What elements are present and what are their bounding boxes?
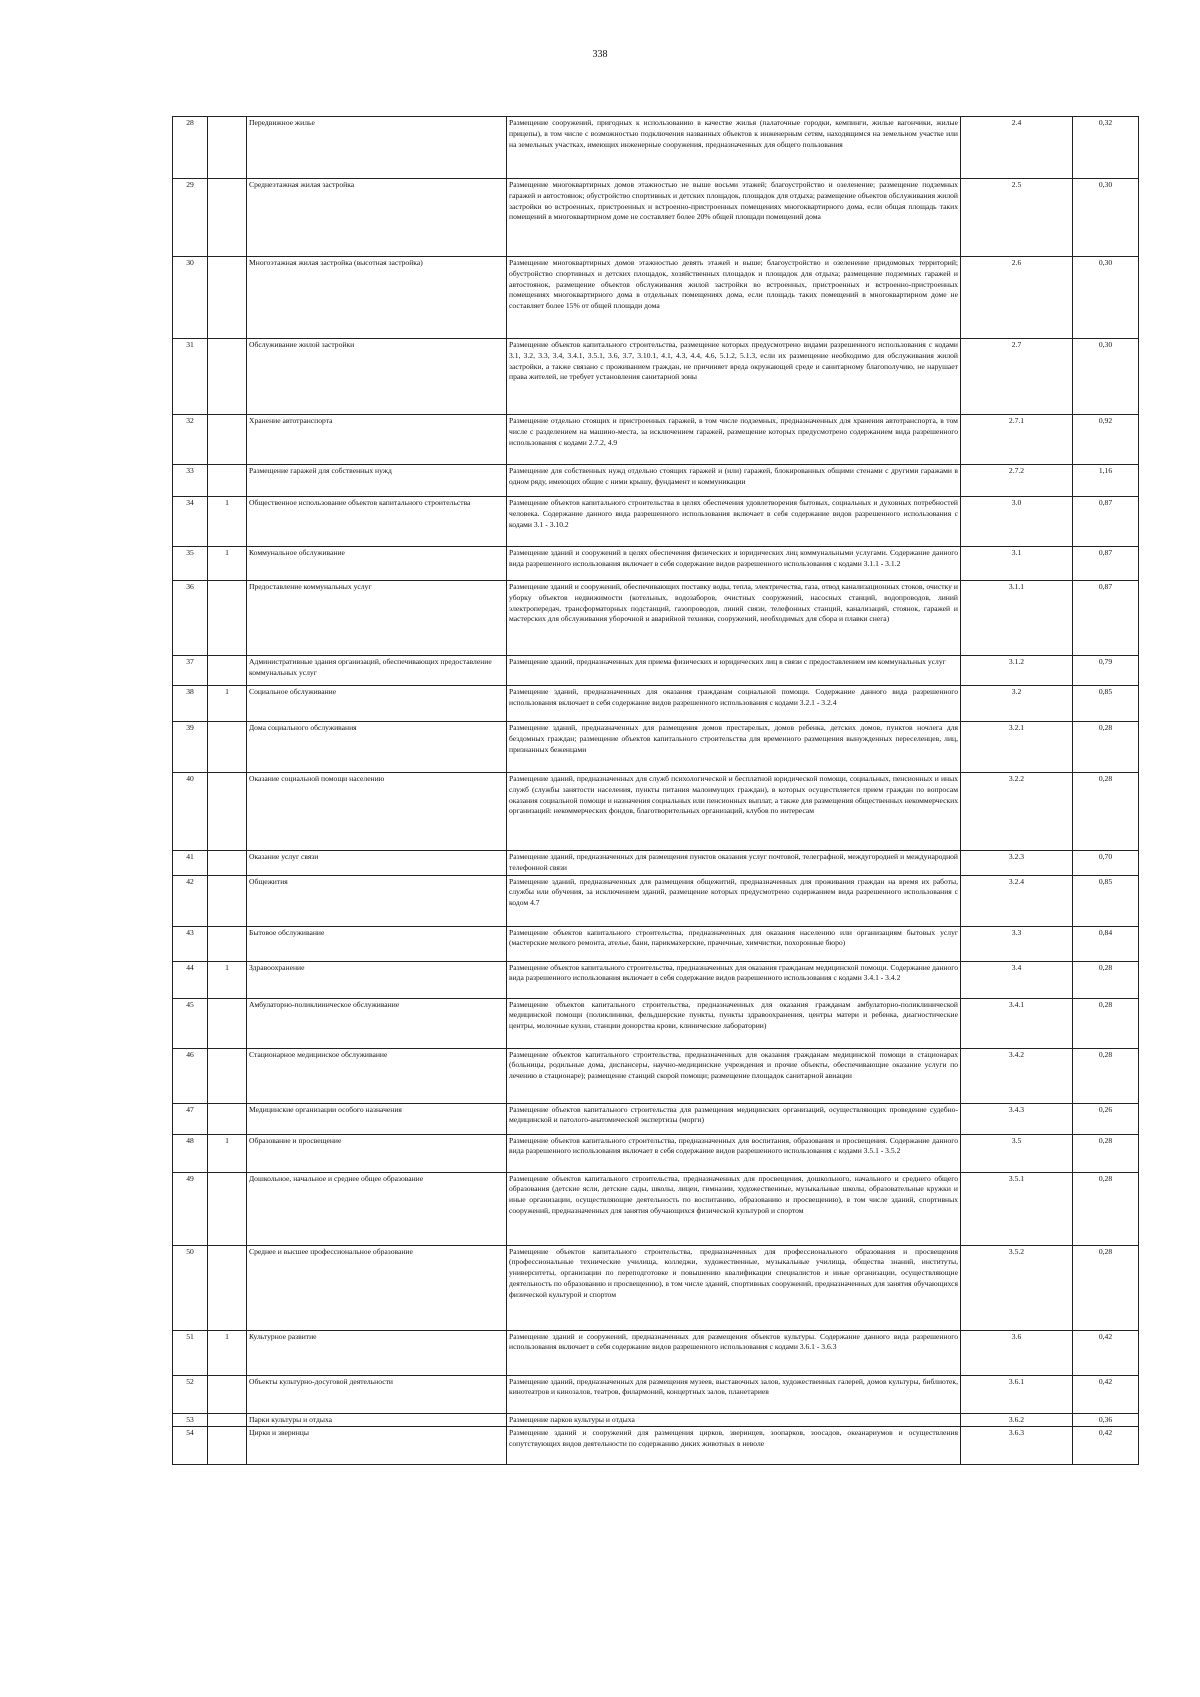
land-use-name: Общественное использование объектов капитального строительства — [247, 497, 507, 547]
row-flag — [208, 1172, 247, 1245]
land-use-description: Размещение объектов капитального строительства, размещение которых предусмотрено видами разрешенного использования с кодами 3.1, 3.2, 3.3, 3.4, 3.4.1, 3.5.1, 3.6, 3.7, 3.10.1, 4.1, 4.3, 4.4, 4.6, 5.1.2, 5.1.3, если их размещение необходимо для обслуживания жилой застройки, а также связано с проживанием граждан, не причиняет вреда окружающей среде и санитарному благополучию, не нарушает права жителей, не требует установления санитарной зоны — [507, 339, 961, 415]
land-use-description: Размещение объектов капитального строительства в целях обеспечения удовлетворения бытовых, социальных и духовных потребностей человека. Содержание данного вида разрешенного использования включает в себя содержание видов разрешенного использования с кодами 3.1 - 3.10.2 — [507, 497, 961, 547]
table-row — [173, 961, 1139, 998]
land-use-code: 3.5 — [961, 1134, 1073, 1172]
coefficient-value: 0,30 — [1073, 339, 1139, 415]
coefficient-value: 0,87 — [1073, 497, 1139, 547]
table-row — [173, 465, 1139, 497]
coefficient-value: 0,32 — [1073, 117, 1139, 179]
land-use-name: Размещение гаражей для собственных нужд — [247, 465, 507, 497]
land-use-code: 3.2.1 — [961, 722, 1073, 773]
table-row — [173, 257, 1139, 339]
coefficient-value: 0,84 — [1073, 926, 1139, 961]
coefficient-value: 0,28 — [1073, 961, 1139, 998]
row-number: 48 — [173, 1134, 208, 1172]
row-number: 28 — [173, 117, 208, 179]
land-use-description: Размещение зданий, предназначенных для размещения общежитий, предназначенных для проживания граждан на время их работы, службы или обучения, за исключением зданий, размещение которых предусмотрено содержанием вида разрешенного использования с кодом 4.7 — [507, 875, 961, 926]
land-use-code: 2.7 — [961, 339, 1073, 415]
land-use-description: Размещение парков культуры и отдыха — [507, 1413, 961, 1427]
row-number: 40 — [173, 773, 208, 851]
land-use-name: Многоэтажная жилая застройка (высотная застройка) — [247, 257, 507, 339]
table-row — [173, 1134, 1139, 1172]
land-use-code: 3.2.4 — [961, 875, 1073, 926]
land-use-code: 3.1 — [961, 547, 1073, 581]
land-use-name: Социальное обслуживание — [247, 686, 507, 722]
land-use-name: Предоставление коммунальных услуг — [247, 581, 507, 656]
row-number: 30 — [173, 257, 208, 339]
land-use-description: Размещение зданий, предназначенных для служб психологической и бесплатной юридической помощи, социальных, пенсионных и иных служб (службы занятости населения, пункты питания малоимущих граждан), в которых осуществляется прием граждан по вопросам оказания социальной помощи и назначения социальных или пенсионных выплат, а также для размещения общественных некоммерческих организаций: некоммерческих фондов, благотворительных организаций, клубов по интересам — [507, 773, 961, 851]
land-use-code: 3.1.1 — [961, 581, 1073, 656]
coefficient-value: 0,70 — [1073, 851, 1139, 876]
row-flag — [208, 117, 247, 179]
coefficient-value: 0,28 — [1073, 998, 1139, 1048]
coefficient-value: 0,30 — [1073, 179, 1139, 257]
coefficient-value: 0,42 — [1073, 1427, 1139, 1465]
table-row — [173, 1375, 1139, 1413]
row-number: 45 — [173, 998, 208, 1048]
row-number: 54 — [173, 1427, 208, 1465]
row-flag — [208, 179, 247, 257]
row-flag — [208, 851, 247, 876]
coefficient-value: 0,85 — [1073, 875, 1139, 926]
land-use-description: Размещение объектов капитального строительства, предназначенных для оказания гражданам медицинской помощи. Содержание данного вида разрешенного использования включает в себя содержание видов разрешенного использования с кодами 3.4.1 - 3.4.2 — [507, 961, 961, 998]
row-flag — [208, 1048, 247, 1103]
land-use-code: 3.4 — [961, 961, 1073, 998]
land-use-description: Размещение отдельно стоящих и пристроенных гаражей, в том числе подземных, предназначенных для хранения автотранспорта, в том числе с разделением на машино-места, за исключением гаражей, размещение которых предусмотрено содержанием вида разрешенного использования с кодами 2.7.2, 4.9 — [507, 415, 961, 465]
land-use-name: Цирки и зверинцы — [247, 1427, 507, 1465]
coefficient-value: 0,28 — [1073, 722, 1139, 773]
table-row — [173, 179, 1139, 257]
table-row — [173, 722, 1139, 773]
land-use-name: Медицинские организации особого назначения — [247, 1103, 507, 1134]
row-flag — [208, 656, 247, 686]
page-number: 338 — [592, 49, 608, 60]
land-use-code: 3.4.2 — [961, 1048, 1073, 1103]
land-use-name: Передвижное жилье — [247, 117, 507, 179]
coefficient-value: 0,30 — [1073, 257, 1139, 339]
land-use-code: 3.3 — [961, 926, 1073, 961]
land-use-name: Образование и просвещение — [247, 1134, 507, 1172]
land-use-description: Размещение зданий и сооружений для размещения цирков, зверинцев, зоопарков, зоосадов, океанариумов и осуществления сопутствующих видов деятельности по содержанию диких животных в неволе — [507, 1427, 961, 1465]
row-flag — [208, 773, 247, 851]
land-use-name: Административные здания организаций, обеспечивающих предоставление коммунальных услуг — [247, 656, 507, 686]
land-use-code: 3.6.1 — [961, 1375, 1073, 1413]
table-row — [173, 926, 1139, 961]
coefficient-value: 0,92 — [1073, 415, 1139, 465]
table-row — [173, 1172, 1139, 1245]
land-use-name: Общежития — [247, 875, 507, 926]
land-use-code: 3.2.3 — [961, 851, 1073, 876]
row-flag — [208, 875, 247, 926]
coefficient-value: 0,28 — [1073, 1048, 1139, 1103]
table-row — [173, 686, 1139, 722]
table-row — [173, 339, 1139, 415]
land-use-code: 3.2.2 — [961, 773, 1073, 851]
land-use-name: Бытовое обслуживание — [247, 926, 507, 961]
row-flag — [208, 257, 247, 339]
land-use-name: Здравоохранение — [247, 961, 507, 998]
row-flag: 1 — [208, 1134, 247, 1172]
table-row — [173, 1413, 1139, 1427]
row-number: 33 — [173, 465, 208, 497]
row-number: 31 — [173, 339, 208, 415]
row-number: 42 — [173, 875, 208, 926]
land-use-name: Объекты культурно-досуговой деятельности — [247, 1375, 507, 1413]
land-use-name: Хранение автотранспорта — [247, 415, 507, 465]
land-use-code: 3.4.1 — [961, 998, 1073, 1048]
coefficient-value: 0,26 — [1073, 1103, 1139, 1134]
row-flag — [208, 926, 247, 961]
land-use-description: Размещение объектов капитального строительства, предназначенных для оказания гражданам медицинской помощи в стационарах (больницы, родильные дома, диспансеры, научно-медицинские учреждения и прочие объекты, обеспечивающие оказание услуги по лечению в стационаре); размещение станций скорой помощи; размещение площадок санитарной авиации — [507, 1048, 961, 1103]
row-number: 39 — [173, 722, 208, 773]
land-use-code: 2.7.2 — [961, 465, 1073, 497]
row-flag — [208, 339, 247, 415]
row-number: 43 — [173, 926, 208, 961]
coefficient-value: 0,28 — [1073, 1172, 1139, 1245]
land-use-description: Размещение объектов капитального строительства для размещения медицинских организаций, осуществляющих проведение судебно-медицинской и патолого-анатомической экспертизы (морги) — [507, 1103, 961, 1134]
row-number: 41 — [173, 851, 208, 876]
land-use-description: Размещение объектов капитального строительства, предназначенных для профессионального образования и просвещения (профессиональные технические училища, колледжи, художественные, музыкальные училища, общества знаний, институты, университеты, организации по переподготовке и повышению квалификации специалистов и иные организации, осуществляющие деятельность по образованию и просвещению), в том числе зданий, спортивных сооружений, предназначенных для занятия обучающихся физической культурой и спортом — [507, 1245, 961, 1330]
land-use-description: Размещение объектов капитального строительства, предназначенных для воспитания, образования и просвещения. Содержание данного вида разрешенного использования включает в себя содержание видов разрешенного использования с кодами 3.5.1 - 3.5.2 — [507, 1134, 961, 1172]
coefficient-value: 0,87 — [1073, 547, 1139, 581]
table-row — [173, 1427, 1139, 1465]
land-use-code: 3.5.1 — [961, 1172, 1073, 1245]
table-row — [173, 547, 1139, 581]
land-use-description: Размещение сооружений, пригодных к использованию в качестве жилья (палаточные городки, кемпинги, жилые вагончики, жилые прицепы), в том числе с возможностью подключения названных объектов к инженерным сетям, находящимся на земельном участке или на земельных участках, имеющих инженерные сооружения, предназначенных для общего пользования — [507, 117, 961, 179]
land-use-name: Дома социального обслуживания — [247, 722, 507, 773]
land-use-description: Размещение зданий, предназначенных для приема физических и юридических лиц в связи с предоставлением им коммунальных услуг — [507, 656, 961, 686]
land-use-name: Амбулаторно-поликлиническое обслуживание — [247, 998, 507, 1048]
coefficient-value: 0,87 — [1073, 581, 1139, 656]
land-use-table — [172, 116, 1139, 1465]
row-flag: 1 — [208, 686, 247, 722]
row-flag: 1 — [208, 1330, 247, 1375]
land-use-code: 3.0 — [961, 497, 1073, 547]
land-use-code: 3.4.3 — [961, 1103, 1073, 1134]
land-use-name: Дошкольное, начальное и среднее общее образование — [247, 1172, 507, 1245]
land-use-description: Размещение объектов капитального строительства, предназначенных для оказания гражданам амбулаторно-поликлинической медицинской помощи (поликлиники, фельдшерские пункты, пункты здравоохранения, центры матери и ребенка, диагностические центры, молочные кухни, станции донорства крови, клинические лаборатории) — [507, 998, 961, 1048]
table-row — [173, 1048, 1139, 1103]
table-row — [173, 1245, 1139, 1330]
row-flag — [208, 465, 247, 497]
row-flag — [208, 1427, 247, 1465]
land-use-code: 3.6.3 — [961, 1427, 1073, 1465]
table-row — [173, 851, 1139, 876]
row-flag — [208, 722, 247, 773]
table-row — [173, 1103, 1139, 1134]
row-number: 46 — [173, 1048, 208, 1103]
table-row — [173, 117, 1139, 179]
table-row — [173, 1330, 1139, 1375]
row-number: 50 — [173, 1245, 208, 1330]
land-use-description: Размещение многоквартирных домов этажностью девять этажей и выше; благоустройство и озеленение придомовых территорий; обустройство спортивных и детских площадок, хозяйственных площадок и площадок для отдыха; размещение подземных гаражей и автостоянок, размещение объектов обслуживания жилой застройки во встроенных, пристроенных и встроенно-пристроенных помещениях многоквартирного дома в отдельных помещениях дома, если площадь таких помещений в многоквартирном доме не составляет более 15% от общей площади дома — [507, 257, 961, 339]
land-use-code: 2.7.1 — [961, 415, 1073, 465]
coefficient-value: 0,42 — [1073, 1330, 1139, 1375]
row-flag — [208, 998, 247, 1048]
land-use-description: Размещение зданий и сооружений, предназначенных для размещения объектов культуры. Содержание данного вида разрешенного использования включает в себя содержание видов разрешенного использования с кодами 3.6.1 - 3.6.3 — [507, 1330, 961, 1375]
row-flag: 1 — [208, 497, 247, 547]
row-flag: 1 — [208, 547, 247, 581]
coefficient-value: 0,28 — [1073, 1245, 1139, 1330]
land-use-code: 2.6 — [961, 257, 1073, 339]
table-row — [173, 773, 1139, 851]
row-number: 52 — [173, 1375, 208, 1413]
table-row — [173, 998, 1139, 1048]
land-use-description: Размещение зданий и сооружений, обеспечивающих поставку воды, тепла, электричества, газа, отвод канализационных стоков, очистку и уборку объектов недвижимости (котельных, водозаборов, очистных сооружений, насосных станций, водопроводов, линий электропередач, трансформаторных подстанций, газопроводов, линий связи, телефонных станций, канализаций, стоянок, гаражей и мастерских для обслуживания уборочной и аварийной техники, сооружений, необходимых для сбора и плавки снега) — [507, 581, 961, 656]
land-use-code: 3.1.2 — [961, 656, 1073, 686]
row-number: 44 — [173, 961, 208, 998]
row-number: 49 — [173, 1172, 208, 1245]
land-use-name: Среднеэтажная жилая застройка — [247, 179, 507, 257]
land-use-description: Размещение зданий и сооружений в целях обеспечения физических и юридических лиц коммунальными услугами. Содержание данного вида разрешенного использования включает в себя содержание видов разрешенного использования с кодами 3.1.1 - 3.1.2 — [507, 547, 961, 581]
land-use-description: Размещение многоквартирных домов этажностью не выше восьми этажей; благоустройство и озеленение; размещение подземных гаражей и автостоянок; обустройство спортивных и детских площадок, площадок для отдыха; размещение объектов обслуживания жилой застройки во встроенных, пристроенных и встроенно-пристроенных помещениях многоквартирного дома, если общая площадь таких помещений в многоквартирном доме не составляет более 20% общей площади помещений дома — [507, 179, 961, 257]
table-row — [173, 656, 1139, 686]
land-use-description: Размещение для собственных нужд отдельно стоящих гаражей и (или) гаражей, блокированных общими стенами с другими гаражами в одном ряду, имеющих общие с ними крышу, фундамент и коммуникации — [507, 465, 961, 497]
row-number: 34 — [173, 497, 208, 547]
row-flag — [208, 1375, 247, 1413]
row-flag — [208, 581, 247, 656]
row-flag: 1 — [208, 961, 247, 998]
row-number: 32 — [173, 415, 208, 465]
row-flag — [208, 1103, 247, 1134]
land-use-description: Размещение объектов капитального строительства, предназначенных для оказания населению или организациям бытовых услуг (мастерские мелкого ремонта, ателье, бани, парикмахерские, прачечные, химчистки, похоронные бюро) — [507, 926, 961, 961]
land-use-name: Коммунальное обслуживание — [247, 547, 507, 581]
row-flag — [208, 1245, 247, 1330]
coefficient-value: 0,28 — [1073, 773, 1139, 851]
row-number: 51 — [173, 1330, 208, 1375]
land-use-name: Обслуживание жилой застройки — [247, 339, 507, 415]
row-number: 37 — [173, 656, 208, 686]
coefficient-value: 0,36 — [1073, 1413, 1139, 1427]
coefficient-value: 0,79 — [1073, 656, 1139, 686]
row-number: 53 — [173, 1413, 208, 1427]
row-flag — [208, 415, 247, 465]
coefficient-value: 1,16 — [1073, 465, 1139, 497]
land-use-code: 3.5.2 — [961, 1245, 1073, 1330]
row-number: 47 — [173, 1103, 208, 1134]
table-row — [173, 875, 1139, 926]
table-row — [173, 415, 1139, 465]
land-use-code: 3.2 — [961, 686, 1073, 722]
land-use-name: Оказание услуг связи — [247, 851, 507, 876]
row-number: 29 — [173, 179, 208, 257]
table-row — [173, 497, 1139, 547]
land-use-code: 2.4 — [961, 117, 1073, 179]
coefficient-value: 0,28 — [1073, 1134, 1139, 1172]
table-row — [173, 581, 1139, 656]
land-use-code: 3.6.2 — [961, 1413, 1073, 1427]
land-use-description: Размещение зданий, предназначенных для размещения домов престарелых, домов ребенка, детских домов, пунктов ночлега для бездомных граждан; размещение объектов капитального строительства для временного размещения вынужденных переселенцев, лиц, признанных беженцами — [507, 722, 961, 773]
land-use-description: Размещение зданий, предназначенных для оказания гражданам социальной помощи. Содержание данного вида разрешенного использования включает в себя содержание видов разрешенного использования с кодами 3.2.1 - 3.2.4 — [507, 686, 961, 722]
coefficient-value: 0,85 — [1073, 686, 1139, 722]
row-number: 38 — [173, 686, 208, 722]
land-use-code: 3.6 — [961, 1330, 1073, 1375]
row-number: 35 — [173, 547, 208, 581]
land-use-description: Размещение зданий, предназначенных для размещения музеев, выставочных залов, художественных галерей, домов культуры, библиотек, кинотеатров и кинозалов, театров, филармоний, концертных залов, планетариев — [507, 1375, 961, 1413]
row-flag — [208, 1413, 247, 1427]
land-use-name: Оказание социальной помощи населению — [247, 773, 507, 851]
land-use-description: Размещение объектов капитального строительства, предназначенных для просвещения, дошкольного, начального и среднего общего образования (детские ясли, детские сады, школы, лицеи, гимназии, художественные, музыкальные школы, образовательные кружки и иные организации, осуществляющие деятельность по воспитанию, образованию и просвещению), в том числе зданий, спортивных сооружений, предназначенных для занятия обучающихся физической культурой и спортом — [507, 1172, 961, 1245]
land-use-description: Размещение зданий, предназначенных для размещения пунктов оказания услуг почтовой, телеграфной, междугородней и международной телефонной связи — [507, 851, 961, 876]
land-use-name: Парки культуры и отдыха — [247, 1413, 507, 1427]
coefficient-value: 0,42 — [1073, 1375, 1139, 1413]
row-number: 36 — [173, 581, 208, 656]
land-use-name: Стационарное медицинское обслуживание — [247, 1048, 507, 1103]
land-use-name: Среднее и высшее профессиональное образование — [247, 1245, 507, 1330]
land-use-code: 2.5 — [961, 179, 1073, 257]
land-use-name: Культурное развитие — [247, 1330, 507, 1375]
